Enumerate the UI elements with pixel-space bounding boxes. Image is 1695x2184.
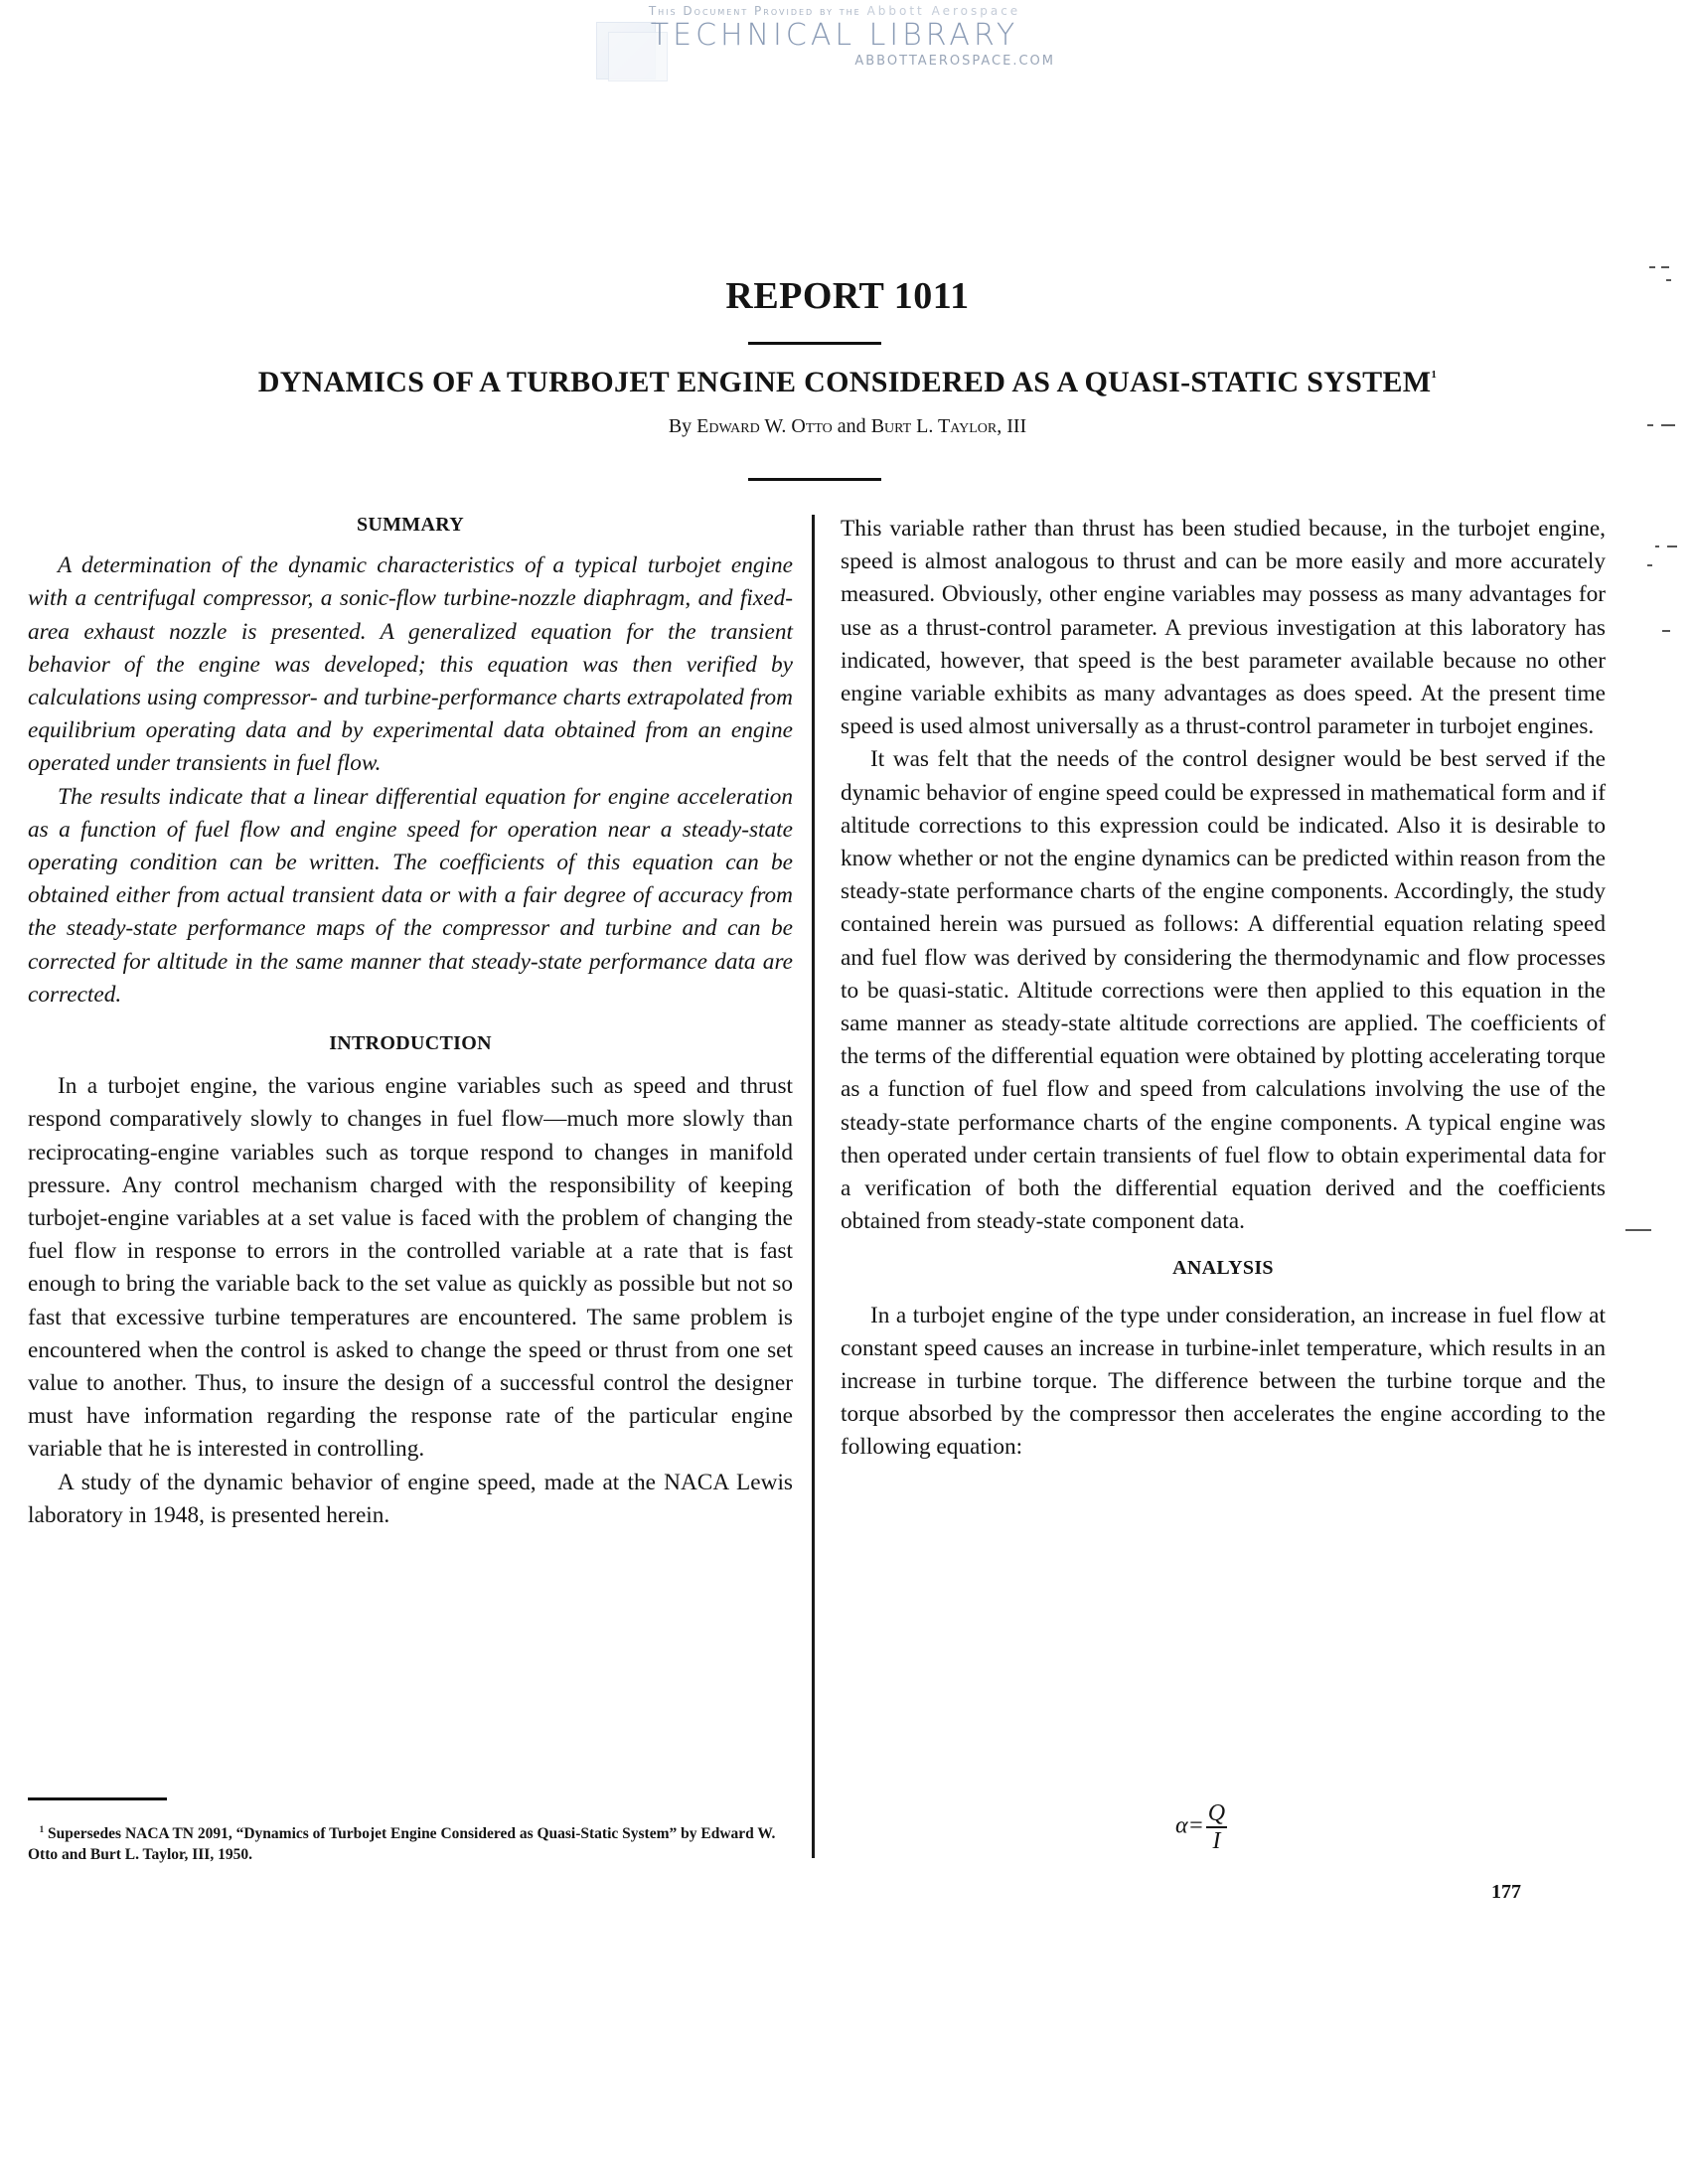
equation-lhs: α= xyxy=(1175,1812,1204,1839)
scan-artifact xyxy=(1667,546,1677,547)
byline-prefix: By xyxy=(668,415,693,437)
scan-artifact xyxy=(1661,424,1675,426)
scan-artifact xyxy=(1661,266,1669,268)
summary-paragraph-2: The results indicate that a linear differential equation for engine acceleration as a function of fuel flow and engine speed for operation near a steady-state operating condition can be written. The coefficients of this equation can be obtained either from actual transient data or with a fair degree of accuracy from the steady-state performance maps of the compressor and turbine and can be corrected for altitude in the same manner that steady-state performance data are corrected. xyxy=(28,783,793,1008)
introduction-paragraph-1: In a turbojet engine, the various engine variables such as speed and thrust respond comparatively slowly to changes in fuel flow—much more slowly than reciprocating-engine variables such as torque respond to changes in manifold pressure. Any control mechanism charged with the responsibility of keeping turbojet-engine variables at a set value is faced with the problem of changing the fuel flow in response to errors in the controlled variable at a rate that is fast enough to bring the variable back to the set value as quickly as possible but not so fast that excessive turbine temperatures are encountered. The same problem is encountered when the control is asked to change the speed or thrust from one set value to another. Thus, to insure the design of a successful control the designer must have information regarding the response rate of the particular engine variable that he is interested in controlling. xyxy=(28,1073,793,1463)
introduction-paragraph-2: A study of the dynamic behavior of engine speed, made at the NACA Lewis laboratory in 1948, is presented herein. xyxy=(28,1469,793,1528)
summary-paragraph-1: A determination of the dynamic characteristics of a typical turbojet engine with a centrifugal compressor, a sonic-flow turbine-nozzle diaphragm, and fixed-area exhaust nozzle is presented. A generalized equation for the transient behavior of the engine was developed; this equation was then verified by calculations using compressor- and turbine-performance charts extrapolated from equilibrium operating data and by experimental data obtained from an engine operated under transients in fuel flow. xyxy=(28,552,793,777)
byline-and: and xyxy=(837,415,866,437)
scan-artifact xyxy=(1662,630,1670,632)
watermark-provider-line xyxy=(596,4,1073,18)
analysis-paragraph-1: In a turbojet engine of the type under consideration, an increase in fuel flow at constant speed causes an increase in turbine-inlet temperature, which results in an increase in turbine torque. The difference between the turbine torque and the torque absorbed by the compressor then accelerates the engine according to the following equation: xyxy=(841,1302,1606,1461)
left-column xyxy=(28,509,793,1532)
watermark xyxy=(596,4,1073,76)
introduction-continued-paragraph-1: This variable rather than thrust has been studied because, in the turbojet engine, speed is almost analogous to thrust and can be more easily and more accurately measured. Obviously, other engine variables may possess as many advantages for use as a thrust-control parameter. A previous investigation at this laboratory has indicated, however, that speed is the best parameter available because no other engine variable exhibits as many advantages as does speed. At the present time speed is used almost universally as a thrust-control parameter in turbojet engines. xyxy=(841,516,1606,740)
watermark-provided-by: This Document Provided by the xyxy=(648,4,861,18)
byline xyxy=(0,415,1695,438)
footnote-text: Supersedes NACA TN 2091, “Dynamics of Turbojet Engine Considered as Quasi-Static System” by Edward W. Otto and Burt L. Taylor, III, 1950. xyxy=(28,1825,776,1864)
column-divider xyxy=(812,515,815,1858)
scan-artifact xyxy=(1625,1229,1651,1231)
footnote-mark: 1 xyxy=(39,1824,45,1834)
author-1: Edward W. Otto xyxy=(696,415,833,437)
scan-artifact xyxy=(1666,279,1671,281)
page-number: 177 xyxy=(1491,1881,1521,1903)
report-number: REPORT 1011 xyxy=(725,275,970,317)
title-footnote-mark[interactable]: 1 xyxy=(1431,369,1438,381)
author-2: Burt L. Taylor, III xyxy=(870,415,1027,437)
watermark-url: ABBOTTAEROSPACE.COM xyxy=(854,54,1055,69)
watermark-title: TECHNICAL LIBRARY xyxy=(650,18,1019,53)
summary-heading: SUMMARY xyxy=(356,514,465,536)
equation-numerator: Q xyxy=(1207,1800,1226,1826)
introduction-continued-paragraph-2: It was felt that the needs of the control designer would be best served if the dynamic behavior of engine speed could be expressed in mathematical form and if altitude corrections to this expression could be indicated. Also it is desirable to know whether or not the engine dynamics can be predicted within reason from the steady-state performance charts of the engine components. Accordingly, the study contained herein was pursued as follows: A differential equation relating speed and fuel flow was derived by considering the thermodynamic and flow processes to be quasi-static. Altitude corrections were then applied to this equation in the same manner as steady-state altitude corrections are applied. The coefficients of the terms of the differential equation were obtained by plotting accelerating torque as a function of fuel flow and speed from calculations involving the use of the steady-state performance charts of the engine components. A typical engine was then operated under certain transients of fuel flow to obtain experimental data for a verification of both the differential equation derived and the coefficients obtained from steady-state component data. xyxy=(841,746,1606,1235)
paper-title xyxy=(0,366,1695,399)
header-rule-top xyxy=(748,342,881,345)
introduction-heading: INTRODUCTION xyxy=(329,1032,492,1055)
header-rule-bottom xyxy=(748,478,881,481)
scan-artifact xyxy=(1647,424,1653,426)
equation-denominator: I xyxy=(1212,1828,1221,1854)
scan-artifact xyxy=(1647,564,1652,566)
equation-angular-acceleration xyxy=(1175,1800,1227,1854)
equation-fraction xyxy=(1206,1800,1227,1854)
right-column xyxy=(841,513,1606,1465)
paper-title-text: DYNAMICS OF A TURBOJET ENGINE CONSIDERED AS A QUASI-STATIC SYSTEM xyxy=(257,366,1432,398)
scan-artifact xyxy=(1649,266,1655,268)
footnote xyxy=(28,1819,793,1865)
analysis-heading: ANALYSIS xyxy=(1172,1257,1274,1280)
scan-artifact xyxy=(1655,546,1659,547)
footnote-rule xyxy=(28,1797,167,1800)
watermark-abbott: Abbott Aerospace xyxy=(866,4,1021,18)
